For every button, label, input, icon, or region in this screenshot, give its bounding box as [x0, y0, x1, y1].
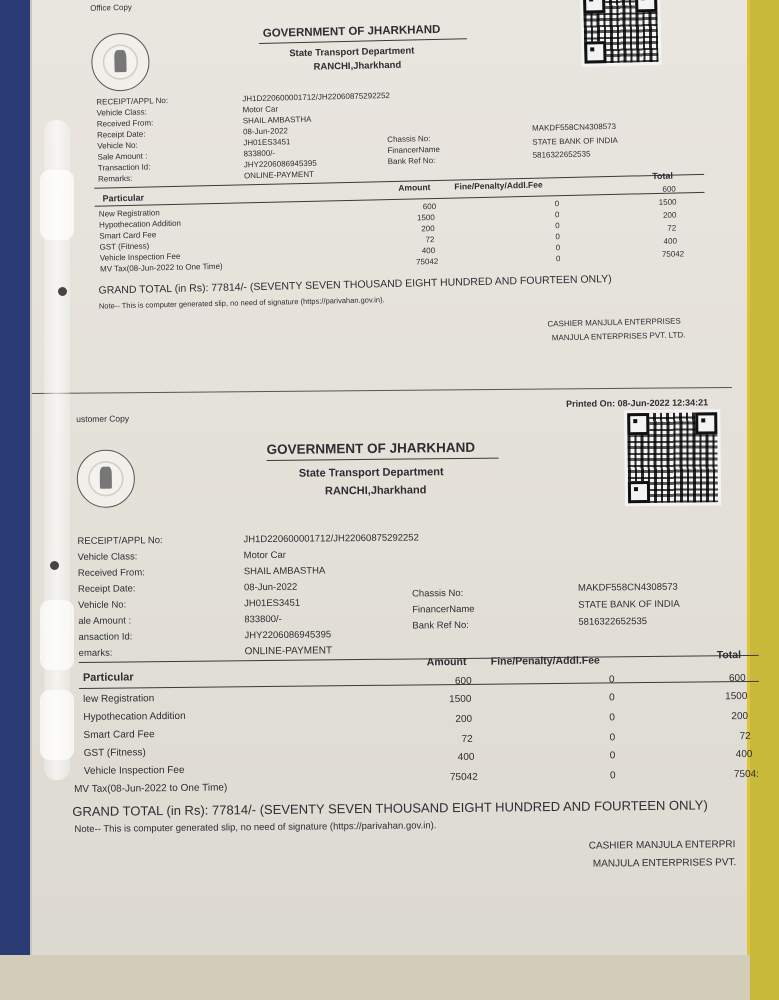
copy-label: ustomer Copy	[76, 413, 130, 424]
table-row: Hypothecation Addition 1500 0 1500	[99, 197, 677, 230]
grand-total: GRAND TOTAL (in Rs): 77814/- (SEVENTY SEVEN THOUSAND EIGHT HUNDRED AND FOURTEEN ONLY)	[72, 797, 708, 820]
col-amount: Amount	[426, 655, 467, 669]
city-title: RANCHI,Jharkhand	[313, 59, 402, 73]
cashier-name: CASHIER MANJULA ENTERPRISES	[547, 316, 681, 329]
emblem-icon	[77, 449, 136, 508]
table-row: Hypothecation Addition 1500 0 1500	[83, 690, 748, 723]
qr-code	[624, 409, 721, 506]
table-row: Smart Card Fee 200 0 200	[83, 710, 749, 741]
col-fine: Fine/Penalty/Addl.Fee	[454, 179, 543, 192]
binder-clip	[40, 690, 74, 760]
department-title: State Transport Department	[298, 466, 444, 480]
binder-clip	[40, 170, 74, 240]
note-text: Note-- This is computer generated slip, no need of signature (https://parivahan.gov.in).	[74, 820, 437, 836]
table-row: lew Registration 600 0 600	[83, 673, 746, 705]
department-title: State Transport Department	[289, 45, 415, 60]
emblem-icon	[91, 32, 150, 91]
col-total: Total	[652, 170, 674, 182]
table-surface	[0, 955, 750, 1000]
city-title: RANCHI,Jharkhand	[324, 484, 427, 498]
table-row: Smart Card Fee 200 0 200	[99, 210, 677, 241]
office-copy-section: Office Copy GOVERNMENT OF JHARKHAND State Transport Department RANCHI,Jharkhand RECEIPT/APPL No: JH1D220600001712/JH22060875292252 Vehicle Class: Motor Car Received From: SHAIL AMBASTHA Receipt Date: 08-Jun-2022 Vehicle No: JH01ES3451 Sale Amount : 833800/- Transaction Id: JHY2206086945395 Remarks: ONLINE-PAYMENT Chassis No: MAKDF558CN4308573 FinancerName STATE BANK OF INDIA Bank Ref No: 5816322652535 Particular Amount Fine/Penalty/Addl.Fee Total New Registration 600 0 600 Hypothecation Addition 1500 0 1500 Smart Card Fee 200 0 200 GST (Fitness) 72 0 72 Vehicle Inspection Fee 400 0 400 MV Tax(08-Jun-2022 to One Time) 75042 0 75042 GRAND TOTAL (in Rs): 77814/- (SEVENTY SEVEN THOUSAND EIGHT HUNDRED AND FOURTEEN ONLY) Note-- This is computer generated slip, no need of signature (https://parivahan.gov.in). CASHIER MANJULA ENTERPRISES MANJULA ENTERPRISES PVT. LTD.	[80, 0, 779, 390]
grand-total: GRAND TOTAL (in Rs): 77814/- (SEVENTY SEVEN THOUSAND EIGHT HUNDRED AND FOURTEEN ONLY)	[98, 273, 612, 297]
table-row: Vehicle Inspection Fee 400 0 400	[99, 236, 678, 263]
col-particular: Particular	[102, 192, 145, 204]
cashier-name: CASHIER MANJULA ENTERPRI	[588, 839, 736, 852]
qr-code	[580, 0, 662, 67]
binder-clip	[40, 600, 74, 670]
government-title: GOVERNMENT OF JHARKHAND	[262, 23, 441, 40]
government-title: GOVERNMENT OF JHARKHAND	[266, 439, 476, 458]
punch-hole	[50, 561, 59, 570]
col-amount: Amount	[398, 182, 431, 193]
col-total: Total	[716, 649, 742, 662]
table-row: GST (Fitness) 72 0 72	[83, 730, 751, 759]
company-name: MANJULA ENTERPRISES PVT.	[592, 857, 737, 870]
table-row: New Registration 600 0 600	[98, 184, 676, 219]
table-row: GST (Fitness) 72 0 72	[99, 223, 677, 252]
printed-on: Printed On: 08-Jun-2022 12:34:21	[566, 397, 709, 409]
company-name: MANJULA ENTERPRISES PVT. LTD.	[551, 330, 686, 343]
receipt-paper	[32, 0, 760, 1000]
note-text: Note-- This is computer generated slip, no need of signature (https://parivahan.gov.in).	[98, 295, 385, 311]
table-row: MV Tax(08-Jun-2022 to One Time) 75042 0 7504:	[74, 768, 760, 796]
customer-copy-section: ustomer Copy Printed On: 08-Jun-2022 12:34:21 GOVERNMENT OF JHARKHAND State Transport Department RANCHI,Jharkhand RECEIPT/APPL No: JH1D220600001712/JH22060875292252 Vehicle Class: Motor Car Received From: SHAIL AMBASTHA Receipt Date: 08-Jun-2022 Vehicle No: JH01ES3451 ale Amount : 833800/- ansaction Id: JHY2206086945395 emarks: ONLINE-PAYMENT Chassis No: MAKDF558CN4308573 FinancerName STATE BANK OF INDIA Bank Ref No: 5816322652535 Particular Amount Fine/Penalty/Addl.Fee Total lew Registration 600 0 600 Hypothecation Addition 1500 0 1500 Smart Card Fee 200 0 200 GST (Fitness) 72 0 72 Vehicle Inspection Fee 400 0 400 MV Tax(08-Jun-2022 to One Time) 75042 0 7504: GRAND TOTAL (in Rs): 77814/- (SEVENTY SEVEN THOUSAND EIGHT HUNDRED AND FOURTEEN ONLY) Note-- This is computer generated slip, no need of signature (https://parivahan.gov.in). CASHIER MANJULA ENTERPRI MANJULA ENTERPRISES PVT.	[72, 397, 760, 870]
copy-label: Office Copy	[90, 2, 132, 13]
table-row: Vehicle Inspection Fee 400 0 400	[83, 748, 753, 777]
col-fine: Fine/Penalty/Addl.Fee	[490, 654, 600, 668]
table-row: MV Tax(08-Jun-2022 to One Time) 75042 0 75042	[100, 249, 685, 274]
punch-hole	[58, 287, 67, 296]
col-particular: Particular	[82, 671, 134, 684]
